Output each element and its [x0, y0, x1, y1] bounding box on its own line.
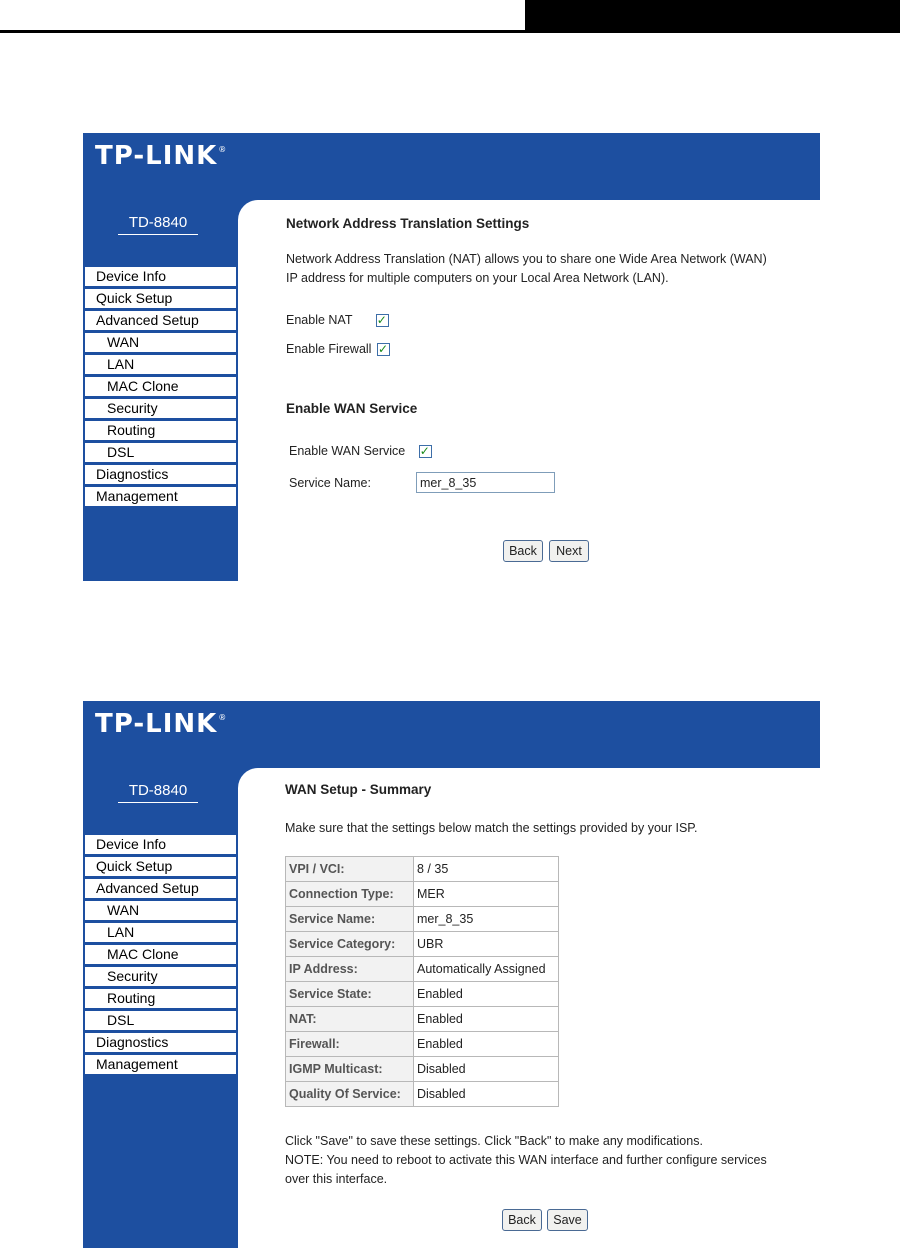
enable-nat-label: Enable NAT	[286, 313, 353, 327]
wan-summary-screenshot	[83, 701, 820, 1248]
table-row	[286, 1032, 559, 1057]
sidebar	[83, 768, 238, 1248]
row-key: Firewall:	[286, 1032, 414, 1057]
sidebar-menu	[85, 835, 236, 1077]
row-key: Service Name:	[286, 907, 414, 932]
enable-nat-checkbox[interactable]	[376, 314, 389, 327]
sidebar-menu	[85, 267, 236, 509]
row-value: Disabled	[414, 1082, 559, 1107]
nat-settings-screenshot	[83, 133, 820, 581]
sidebar-item-security[interactable]: Security	[85, 967, 236, 986]
sidebar-item-device-info[interactable]: Device Info	[85, 267, 236, 286]
enable-nat-row	[286, 311, 389, 330]
sidebar-item-mac-clone[interactable]: MAC Clone	[85, 945, 236, 964]
summary-intro: Make sure that the settings below match the settings provided by your ISP.	[285, 821, 698, 835]
table-row	[286, 982, 559, 1007]
next-button[interactable]: Next	[549, 540, 589, 562]
table-row	[286, 882, 559, 907]
sidebar-item-diagnostics[interactable]: Diagnostics	[85, 465, 236, 484]
tp-link-logo: TP-LINK®	[95, 709, 228, 739]
summary-table	[285, 856, 559, 1107]
sidebar-item-advanced-setup[interactable]: Advanced Setup	[85, 311, 236, 330]
table-row	[286, 957, 559, 982]
row-value: Enabled	[414, 1007, 559, 1032]
row-value: Disabled	[414, 1057, 559, 1082]
sidebar-item-advanced-setup[interactable]: Advanced Setup	[85, 879, 236, 898]
model-label: TD-8840	[118, 214, 198, 235]
tp-link-logo: TP-LINK®	[95, 141, 228, 171]
row-value: UBR	[414, 932, 559, 957]
row-value: Enabled	[414, 982, 559, 1007]
main-content	[238, 768, 820, 1248]
sidebar-item-management[interactable]: Management	[85, 1055, 236, 1074]
header-banner	[83, 133, 820, 200]
sidebar-item-mac-clone[interactable]: MAC Clone	[85, 377, 236, 396]
table-row	[286, 1007, 559, 1032]
sidebar-item-routing[interactable]: Routing	[85, 989, 236, 1008]
enable-wan-row	[289, 442, 432, 461]
sidebar-item-quick-setup[interactable]: Quick Setup	[85, 289, 236, 308]
row-value: 8 / 35	[414, 857, 559, 882]
document-header-rule	[0, 30, 900, 33]
enable-firewall-row	[286, 340, 390, 359]
document-header-tab	[525, 0, 900, 32]
sidebar-item-diagnostics[interactable]: Diagnostics	[85, 1033, 236, 1052]
sidebar-item-management[interactable]: Management	[85, 487, 236, 506]
sidebar-item-wan[interactable]: WAN	[85, 901, 236, 920]
table-row	[286, 857, 559, 882]
sidebar-item-device-info[interactable]: Device Info	[85, 835, 236, 854]
save-button[interactable]: Save	[547, 1209, 588, 1231]
main-content	[238, 200, 820, 581]
row-key: Service Category:	[286, 932, 414, 957]
sidebar	[83, 200, 238, 581]
sidebar-item-wan[interactable]: WAN	[85, 333, 236, 352]
row-value: Automatically Assigned	[414, 957, 559, 982]
enable-firewall-checkbox[interactable]	[377, 343, 390, 356]
page-title: WAN Setup - Summary	[285, 782, 432, 797]
enable-wan-checkbox[interactable]	[419, 445, 432, 458]
row-key: Connection Type:	[286, 882, 414, 907]
sidebar-item-quick-setup[interactable]: Quick Setup	[85, 857, 236, 876]
row-value: Enabled	[414, 1032, 559, 1057]
enable-firewall-label: Enable Firewall	[286, 342, 372, 356]
model-label: TD-8840	[118, 782, 198, 803]
sidebar-item-security[interactable]: Security	[85, 399, 236, 418]
row-key: IP Address:	[286, 957, 414, 982]
enable-wan-label: Enable WAN Service	[289, 444, 406, 458]
row-key: Quality Of Service:	[286, 1082, 414, 1107]
row-key: IGMP Multicast:	[286, 1057, 414, 1082]
row-value: MER	[414, 882, 559, 907]
table-row	[286, 1082, 559, 1107]
back-button[interactable]: Back	[503, 540, 543, 562]
row-key: NAT:	[286, 1007, 414, 1032]
row-key: Service State:	[286, 982, 414, 1007]
row-key: VPI / VCI:	[286, 857, 414, 882]
page-title: Network Address Translation Settings	[286, 216, 530, 231]
sidebar-item-lan[interactable]: LAN	[85, 923, 236, 942]
wan-service-section-title: Enable WAN Service	[286, 401, 418, 416]
service-name-label: Service Name:	[289, 476, 371, 490]
table-row	[286, 907, 559, 932]
table-row	[286, 932, 559, 957]
service-name-input[interactable]	[416, 472, 555, 493]
header-banner	[83, 701, 820, 768]
sidebar-item-dsl[interactable]: DSL	[85, 1011, 236, 1030]
nat-description: Network Address Translation (NAT) allows you to share one Wide Area Network (WAN) IP address for multiple computers on your Local Area Network (LAN).	[286, 252, 767, 285]
sidebar-item-lan[interactable]: LAN	[85, 355, 236, 374]
sidebar-item-dsl[interactable]: DSL	[85, 443, 236, 462]
back-button[interactable]: Back	[502, 1209, 542, 1231]
table-row	[286, 1057, 559, 1082]
sidebar-item-routing[interactable]: Routing	[85, 421, 236, 440]
summary-note: Click "Save" to save these settings. Click "Back" to make any modifications. NOTE: You need to reboot to activate this WAN interface and further configure services over this interface.	[285, 1134, 767, 1186]
row-value: mer_8_35	[414, 907, 559, 932]
